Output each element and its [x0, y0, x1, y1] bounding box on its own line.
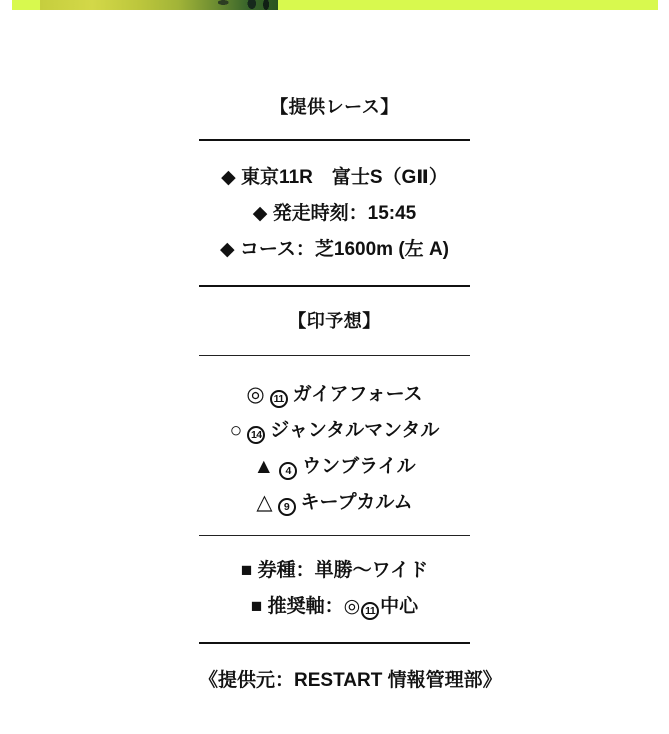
horse-name: ウンブライル [302, 456, 416, 477]
axis-suffix: 中心 [380, 596, 419, 617]
divider-thick [199, 285, 470, 287]
prediction-item [199, 449, 470, 485]
course-line: ◆ コース：芝1600m (左 A) [219, 239, 450, 260]
divider-thick [199, 642, 470, 644]
prediction-item [199, 413, 470, 449]
horse-number: 14 [250, 429, 262, 441]
section-title-marks: 【印予想】 [288, 311, 381, 331]
horse-number: 11 [273, 393, 284, 405]
circled-number [247, 426, 265, 444]
horse-name: キープカルム [300, 492, 413, 513]
horse-number: 9 [283, 501, 290, 513]
horse-name: ジャンタルマンタル [270, 420, 440, 441]
circled-number [279, 462, 297, 480]
horse-number: 4 [285, 465, 291, 477]
divider-thin [199, 535, 470, 536]
provider-credit: 《提供元：RESTART 情報管理部》 [199, 670, 502, 691]
circled-number [361, 602, 379, 620]
section-title-provided-race: 【提供レース】 [270, 97, 399, 117]
open-triangle-mark-icon: △ [256, 491, 273, 514]
circle-mark-icon: ○ [229, 419, 243, 442]
circled-number [270, 390, 288, 408]
axis-prefix: ■ 推奨軸：◎ [250, 596, 361, 617]
start-time-line: ◆ 発走時刻：15:45 [252, 203, 417, 224]
prediction-item [199, 377, 470, 413]
horse-name: ガイアフォース [292, 384, 423, 405]
axis-number: 11 [365, 605, 376, 617]
divider-thick [199, 139, 470, 141]
circled-number [278, 498, 296, 516]
recommended-axis-line [199, 589, 470, 625]
race-bulletin [199, 89, 502, 699]
double-circle-mark-icon: ◎ [246, 383, 265, 406]
ticket-type-line: ■ 券種：単勝～ワイド [240, 560, 429, 581]
prediction-item [199, 485, 470, 521]
lime-banner-strip [12, 0, 658, 10]
turf-photo [40, 0, 278, 10]
filled-triangle-mark-icon: ▲ [253, 455, 275, 478]
race-name-line: ◆ 東京11R 富士S（GⅡ） [221, 167, 448, 188]
divider-thin [199, 355, 470, 356]
